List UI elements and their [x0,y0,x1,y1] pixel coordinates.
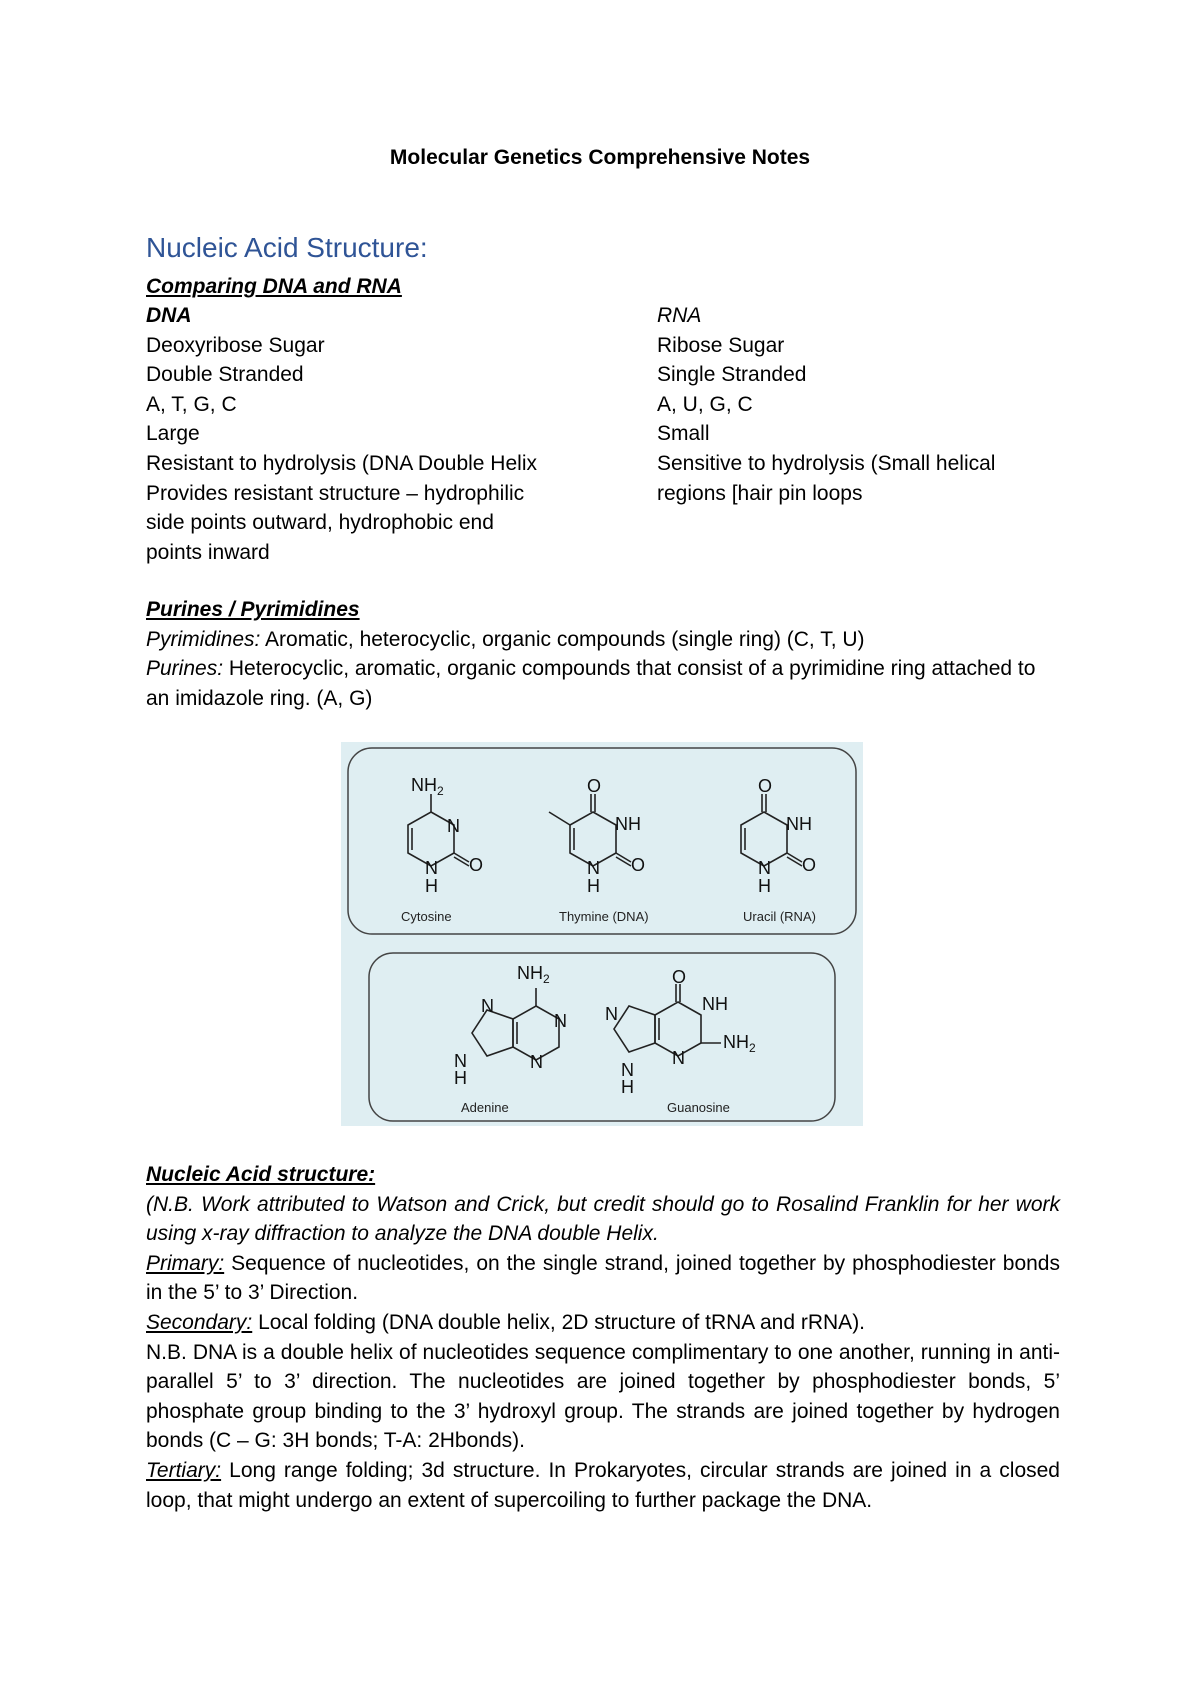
dna-column [146,301,566,567]
atom-label: N [454,1051,467,1071]
tertiary-text: Long range folding; 3d structure. In Prokaryotes, circular strands are joined in a closed loop, that might undergo an extent of supercoiling to further package the DNA. [146,1458,1060,1512]
purines-heading: Purines / Pyrimidines [146,598,360,621]
atom-label: H [454,1068,467,1088]
nucleobase-structures-diagram [341,742,863,1126]
rna-row: regions [hair pin loops [657,481,863,505]
section-heading: Nucleic Acid Structure: [146,232,428,263]
atom-label: N [425,858,438,878]
atom-label: N [605,1004,618,1024]
atom-label: H [758,876,771,896]
nucleic-structure-section [146,1160,1060,1515]
primary-paragraph [146,1249,1060,1308]
dna-row: Provides resistant structure – hydrophilic [146,481,525,505]
pyrimidines-text: Aromatic, heterocyclic, organic compounds (single ring) (C, T, U) [260,627,865,651]
atom-label: O [672,967,687,987]
pyrimidines-label: Pyrimidines: [146,627,261,651]
atom-label: $NH_2$ [517,963,550,986]
rna-row: A, U, G, C [657,392,753,416]
adenine-label: Adenine [461,1100,509,1115]
atom-label: N [672,1048,685,1068]
dna-row: Deoxyribose Sugar [146,333,325,357]
dna-row: Large [146,422,200,446]
atom-label: NH [786,814,812,834]
atom-label: $NH_2$ [411,775,444,798]
rna-row: Ribose Sugar [657,333,785,357]
thymine-label: Thymine (DNA) [559,909,649,924]
nb-paragraph: N.B. DNA is a double helix of nucleotides sequence complimentary to one another, running in anti-parallel 5’ to 3’ direction. The nucleotides are joined together by phosphodiester bonds, 5’ phosphate group binding to the 3’ hydroxyl group. The strands are joined together by hydrogen bonds (C – G: 3H bonds; T-A: 2Hbonds). [146,1340,1060,1453]
dna-row: side points outward, hydrophobic end [146,511,494,535]
tertiary-paragraph [146,1456,1060,1515]
dna-column-header: DNA [146,304,192,327]
atom-label: N [554,1011,567,1031]
atom-label: O [758,776,773,796]
rna-column [657,301,1057,508]
purine-panel [369,953,835,1121]
atom-label: O [631,855,646,875]
guanosine-label: Guanosine [667,1100,730,1115]
secondary-paragraph [146,1308,1060,1338]
atom-label: N [587,858,600,878]
purines-text: Heterocyclic, aromatic, organic compounds that consist of a pyrimidine ring attached to an imidazole ring. (A, G) [146,657,1036,710]
atom-label: N [481,996,494,1016]
dna-row: A, T, G, C [146,392,237,416]
atom-label: NH [615,814,641,834]
atom-label: H [425,876,438,896]
dna-row: Resistant to hydrolysis (DNA Double Helix [146,451,537,475]
comparison-heading: Comparing DNA and RNA [146,275,402,298]
secondary-label: Secondary: [146,1310,253,1334]
atom-label: N [621,1060,634,1080]
dna-row: points inward [146,540,270,564]
rna-row: Sensitive to hydrolysis (Small helical [657,451,996,475]
nucleobase-figure [341,742,863,1126]
atom-label: O [802,855,817,875]
tertiary-label: Tertiary: [146,1458,222,1482]
atom-label: H [621,1077,634,1097]
dna-row: Double Stranded [146,363,304,387]
uracil-label: Uracil (RNA) [743,909,816,924]
atom-label: H [587,876,600,896]
document-title: Molecular Genetics Comprehensive Notes [389,146,811,169]
rna-row: Small [657,422,710,446]
pyrimidines-paragraph [146,625,1060,655]
atom-label: N [530,1052,543,1072]
cytosine-label: Cytosine [401,909,452,924]
rna-column-header: RNA [657,304,702,327]
purines-paragraph [146,654,1060,713]
purines-label: Purines: [146,657,224,681]
atom-label: $NH_2$ [723,1032,756,1055]
secondary-text: Local folding (DNA double helix, 2D structure of tRNA and rRNA). [252,1310,866,1334]
atom-label: N [758,858,771,878]
atom-label: O [587,776,602,796]
primary-label: Primary: [146,1251,225,1275]
atom-label: N [447,816,460,836]
nb-attribution: (N.B. Work attributed to Watson and Crick, but credit should go to Rosalind Franklin for her work using x-ray diffraction to analyze the DNA double Helix. [146,1192,1060,1246]
atom-label: NH [702,994,728,1014]
primary-text: Sequence of nucleotides, on the single strand, joined together by phosphodiester bonds in the 5’ to 3’ Direction. [146,1251,1060,1305]
nucleic-heading: Nucleic Acid structure: [146,1163,376,1186]
purines-section [146,595,1060,713]
rna-row: Single Stranded [657,363,807,387]
atom-label: O [469,855,484,875]
